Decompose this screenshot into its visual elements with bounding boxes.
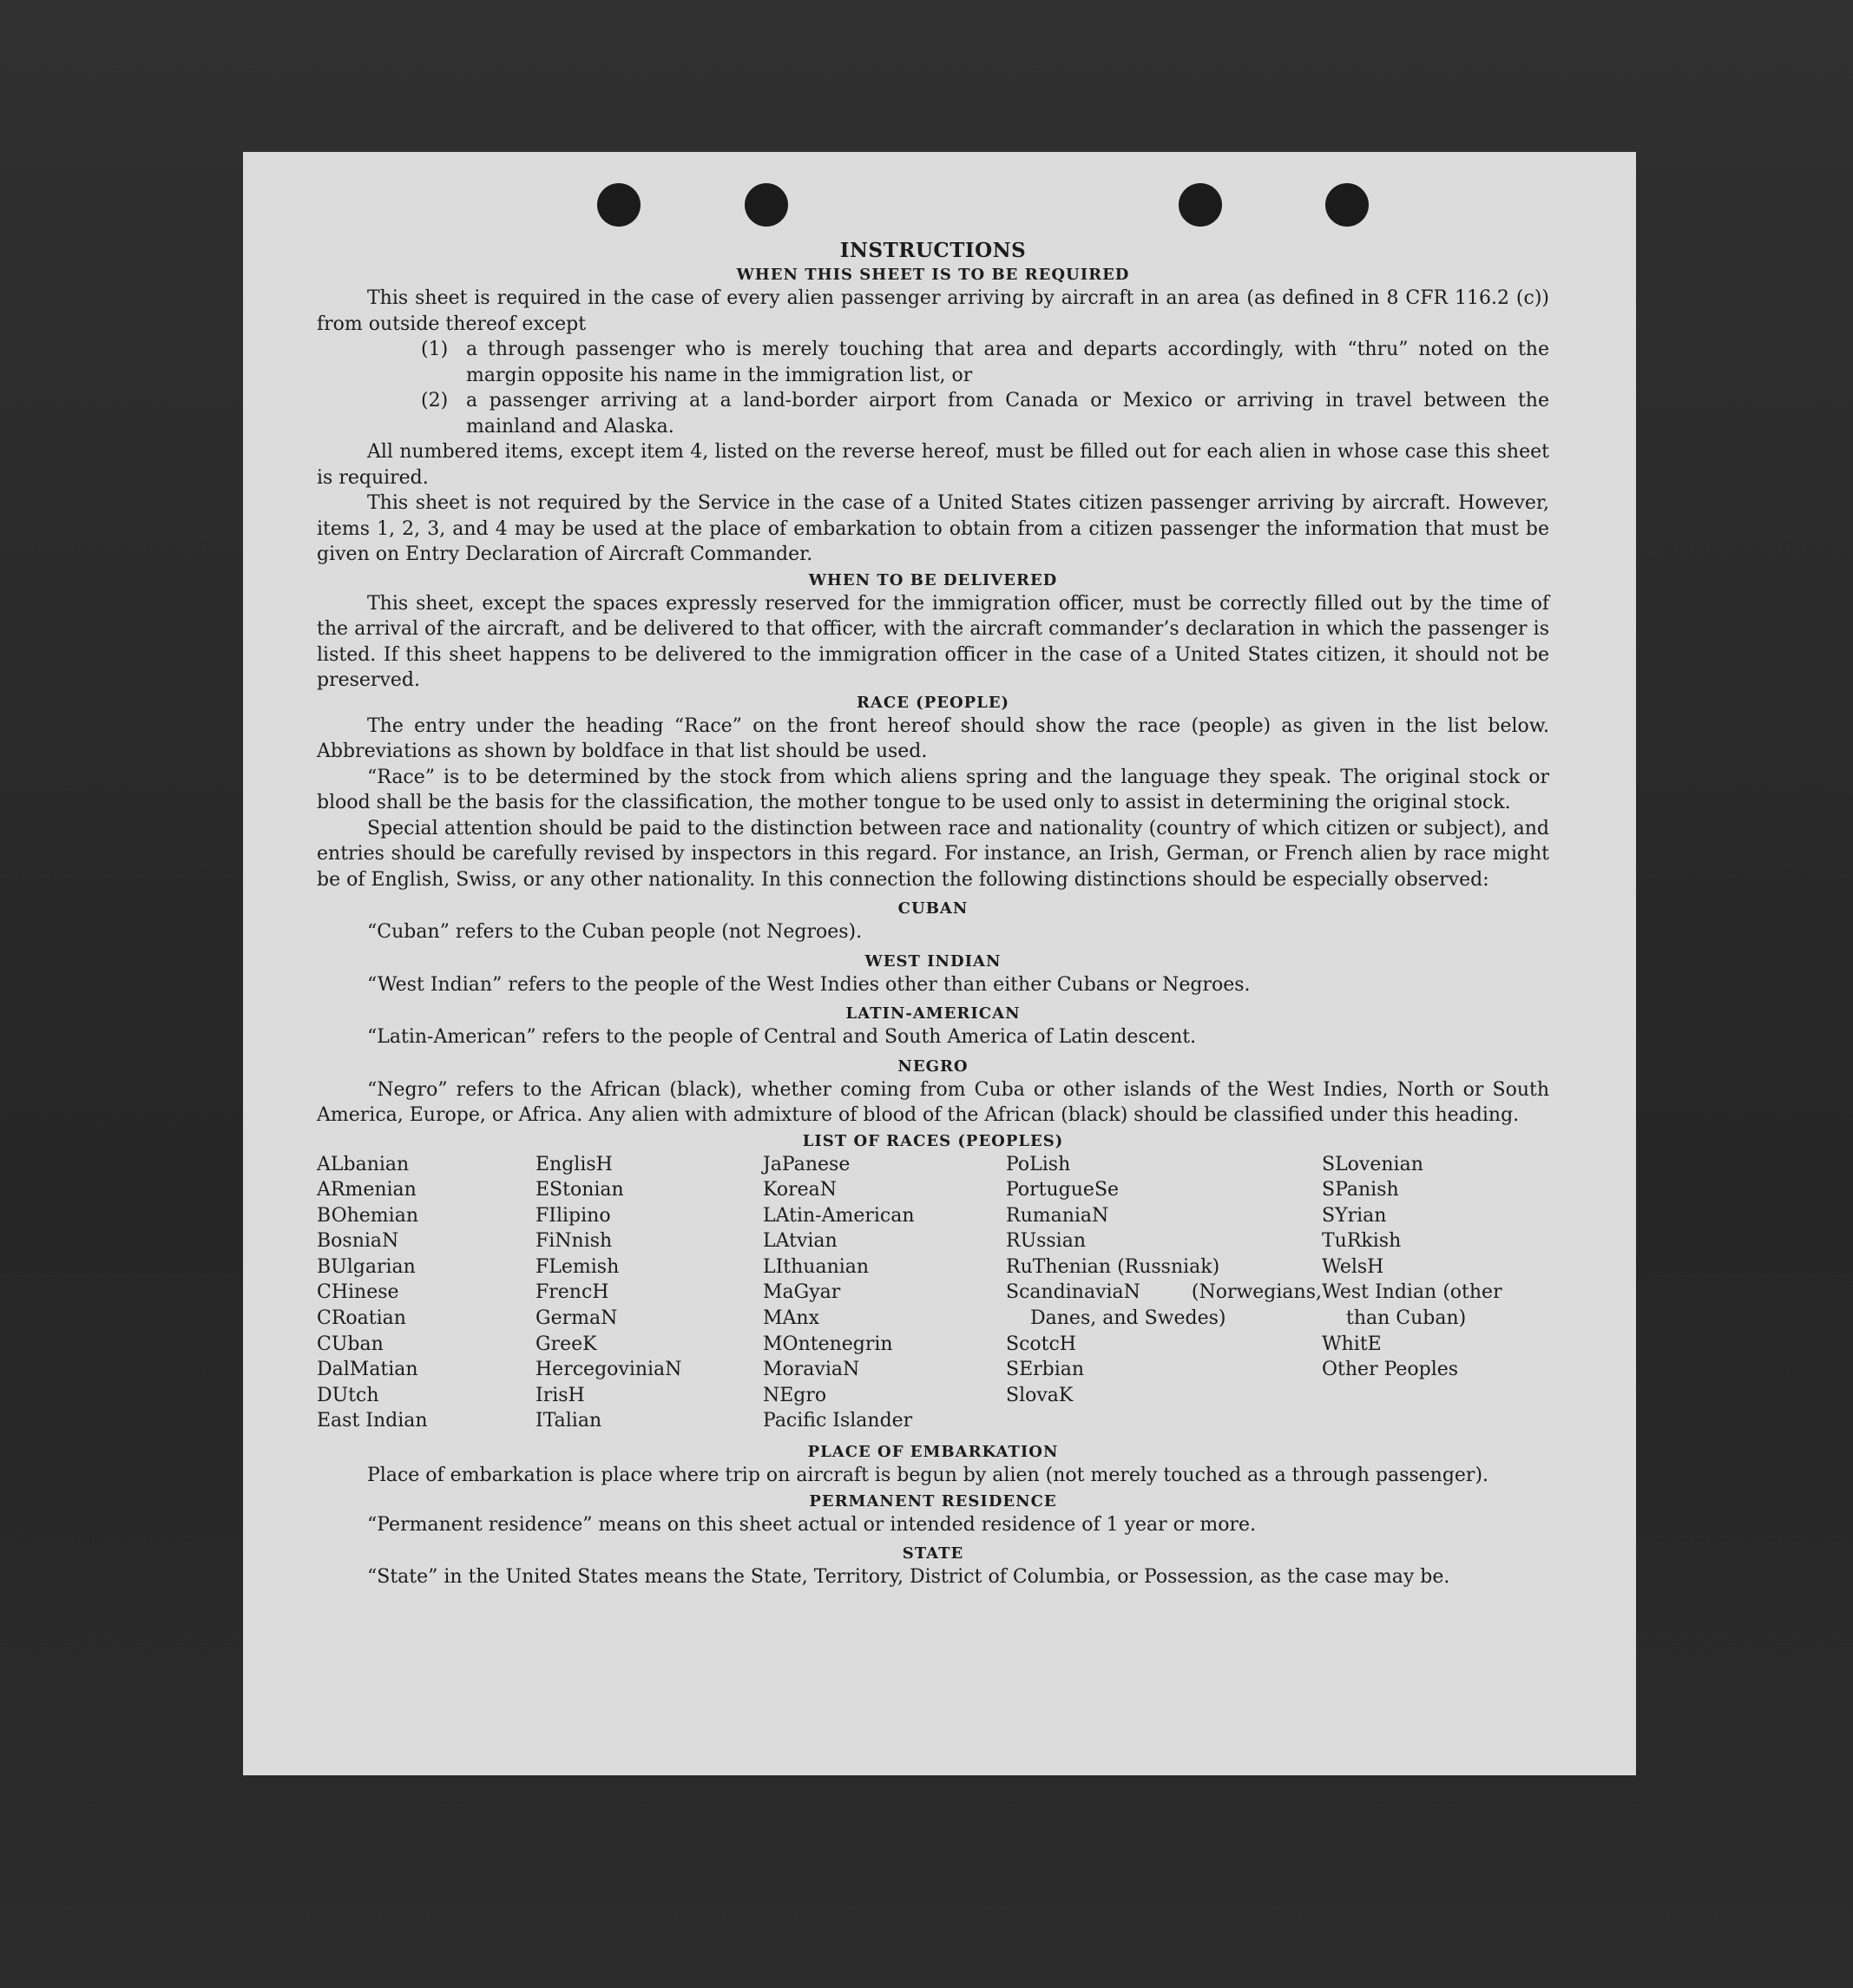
paragraph: “Race” is to be determined by the stock from which aliens spring and the language they speak. The original stock or blood shall be the basis for the classification, the mother tongue to be used only to assist in determining the original stock. — [317, 766, 1549, 813]
race-entry: ScandinaviaN (Norwegians, Danes, and Swedes) — [1006, 1281, 1322, 1330]
paragraph: All numbered items, except item 4, listed on the reverse hereof, must be filled out for each alien in whose case this sheet is required. — [317, 441, 1549, 489]
race-entry: EnglisH — [536, 1153, 613, 1175]
paragraph: “West Indian” refers to the people of the West Indies other than either Cubans or Negroes. — [367, 973, 1251, 996]
race-entry: MaGyar — [763, 1281, 841, 1304]
section-heading: WHEN THIS SHEET IS TO BE REQUIRED — [736, 266, 1130, 284]
race-entry-continued: than Cuban) — [1346, 1307, 1467, 1330]
section-heading: CUBAN — [897, 899, 969, 918]
race-entry: Pacific Islander — [763, 1410, 913, 1432]
race-entry: RUssian — [1006, 1230, 1087, 1253]
race-entry: ITalian — [536, 1410, 602, 1432]
race-entry: SlovaK — [1006, 1384, 1074, 1406]
race-entry: TuRkish — [1322, 1230, 1402, 1253]
paragraph: “Negro” refers to the African (black), whether coming from Cuba or other islands of the West Indies, North or South America, Europe, or Africa. Any alien with admixture of blood of the African (black) should be classified under this heading. — [317, 1078, 1549, 1126]
race-entry: KoreaN — [763, 1179, 837, 1201]
paragraph: “Permanent residence” means on this sheet actual or intended residence of 1 year or more. — [367, 1513, 1257, 1536]
race-entry: DalMatian — [317, 1359, 418, 1381]
list-item — [317, 388, 1549, 439]
race-entry: RuThenian (Russniak) — [1006, 1255, 1220, 1278]
punch-hole — [745, 183, 788, 227]
race-entry: BUlgarian — [317, 1255, 416, 1278]
race-column — [317, 1152, 536, 1435]
paragraph: This sheet is not required by the Service in the case of a United States citizen passenger arriving by aircraft. However, items 1, 2, 3, and 4 may be used at the place of embarkation to obtain from a citizen passenger the information that must be given on Entry Declaration of Aircraft Commander. — [317, 492, 1549, 565]
item-text: a through passenger who is merely touching that area and departs accordingly, with “thru” noted on the margin opposite his name in the immigration list, or — [466, 339, 1549, 386]
race-entry: IrisH — [536, 1384, 585, 1406]
race-entry: BosniaN — [317, 1230, 399, 1253]
race-entry: SYrian — [1322, 1204, 1387, 1227]
race-entry: MoraviaN — [763, 1359, 860, 1381]
race-entry: Other Peoples — [1322, 1359, 1459, 1381]
paragraph: Place of embarkation is place where trip on aircraft is begun by alien (not merely touched as a through passenger). — [367, 1465, 1489, 1487]
race-group — [1006, 1332, 1322, 1409]
race-entry: SErbian — [1006, 1359, 1085, 1381]
race-entry: ALbanian — [317, 1153, 410, 1175]
paragraph: “Cuban” refers to the Cuban people (not Negroes). — [367, 921, 863, 943]
race-group — [1006, 1152, 1322, 1280]
item-number: (2) — [421, 390, 449, 411]
punch-hole — [1179, 183, 1222, 227]
section-heading: WHEN TO BE DELIVERED — [808, 570, 1058, 589]
race-entry: CHinese — [317, 1281, 399, 1304]
paragraph: This sheet, except the spaces expressly reserved for the immigration officer, must be correctly filled out by the time of the arrival of the aircraft, and be delivered to that officer, with the aircraft commander’s declaration in which the passenger is listed. If this sheet happens to be delivered to the immigration officer in the case of a United States citizen, it should not be preserved. — [317, 592, 1549, 691]
race-column — [536, 1152, 763, 1435]
race-entry: West Indian (other — [1322, 1281, 1502, 1304]
race-entry: LAtin-American — [763, 1204, 915, 1227]
section-heading: PLACE OF EMBARKATION — [807, 1443, 1059, 1462]
race-entry: WhitE — [1322, 1333, 1382, 1355]
race-entry: CRoatian — [317, 1307, 406, 1330]
race-entry: RumaniaN — [1006, 1204, 1109, 1227]
race-entry: FrencH — [536, 1281, 609, 1304]
race-entry: SPanish — [1322, 1179, 1399, 1201]
paragraph: Special attention should be paid to the distinction between race and nationality (country of which citizen or subject), and entries should be carefully revised by inspectors in this regard. For instance, an Irish, German, or French alien by race might be of English, Swiss, or any other nationality. In this connection the following distinctions should be especially observed: — [317, 817, 1549, 891]
race-entry: PoLish — [1006, 1153, 1071, 1175]
race-group — [1322, 1332, 1539, 1383]
race-entry: WelsH — [1322, 1255, 1384, 1278]
item-text: a passenger arriving at a land-border airport from Canada or Mexico or arriving in travel between the mainland and Alaska. — [466, 390, 1549, 438]
paragraph: This sheet is required in the case of every alien passenger arriving by aircraft in an area (as defined in 8 CFR 116.2 (c)) from outside thereof except — [317, 287, 1549, 335]
race-entry: HercegoviniaN — [536, 1359, 682, 1381]
paragraph: “State” in the United States means the State, Territory, District of Columbia, or Possession, as the case may be. — [367, 1566, 1450, 1589]
race-entry: GermaN — [536, 1307, 618, 1330]
race-entry: EStonian — [536, 1179, 624, 1201]
instruction-sheet — [243, 152, 1636, 1775]
section-heading: LIST OF RACES (PEOPLES) — [802, 1131, 1064, 1150]
race-entry: CUban — [317, 1333, 384, 1355]
race-entry: GreeK — [536, 1333, 597, 1355]
race-entry: ARmenian — [317, 1179, 417, 1201]
section-heading: LATIN-AMERICAN — [845, 1004, 1021, 1023]
race-entry: FiNnish — [536, 1230, 613, 1253]
race-group — [1322, 1152, 1539, 1280]
race-column — [1322, 1152, 1539, 1435]
section-heading: NEGRO — [897, 1057, 969, 1076]
paragraph: “Latin-American” refers to the people of Central and South America of Latin descent. — [367, 1026, 1197, 1048]
race-entry: SLovenian — [1322, 1153, 1423, 1175]
race-entry: FLemish — [536, 1255, 620, 1278]
race-entry-scandinavian — [1006, 1280, 1322, 1331]
section-heading: RACE (PEOPLE) — [856, 693, 1010, 712]
race-entry: LAtvian — [763, 1230, 838, 1253]
list-item — [317, 337, 1549, 388]
race-list — [317, 1152, 1549, 1435]
section-heading: PERMANENT RESIDENCE — [809, 1491, 1057, 1511]
section-heading: WEST INDIAN — [864, 951, 1002, 971]
race-entry: MAnx — [763, 1307, 819, 1330]
race-entry: East Indian — [317, 1410, 428, 1432]
race-entry: BOhemian — [317, 1204, 418, 1227]
item-number: (1) — [421, 339, 449, 360]
race-entry: ScotcH — [1006, 1333, 1076, 1355]
race-column — [763, 1152, 1006, 1435]
race-entry: NEgro — [763, 1384, 827, 1406]
race-entry: LIthuanian — [763, 1255, 870, 1278]
race-entry: JaPanese — [763, 1153, 851, 1175]
punch-hole — [597, 183, 641, 227]
race-column — [1006, 1152, 1322, 1435]
paragraph: The entry under the heading “Race” on the front hereof should show the race (people) as given in the list below. Abbreviations as shown by boldface in that list should be used. — [317, 714, 1549, 762]
race-entry: MOntenegrin — [763, 1333, 893, 1355]
section-heading: STATE — [902, 1544, 964, 1563]
page-title: INSTRUCTIONS — [839, 239, 1027, 262]
race-entry: PortugueSe — [1006, 1179, 1120, 1201]
race-entry: DUtch — [317, 1384, 379, 1406]
race-entry: FIlipino — [536, 1204, 611, 1227]
punch-hole — [1325, 183, 1369, 227]
